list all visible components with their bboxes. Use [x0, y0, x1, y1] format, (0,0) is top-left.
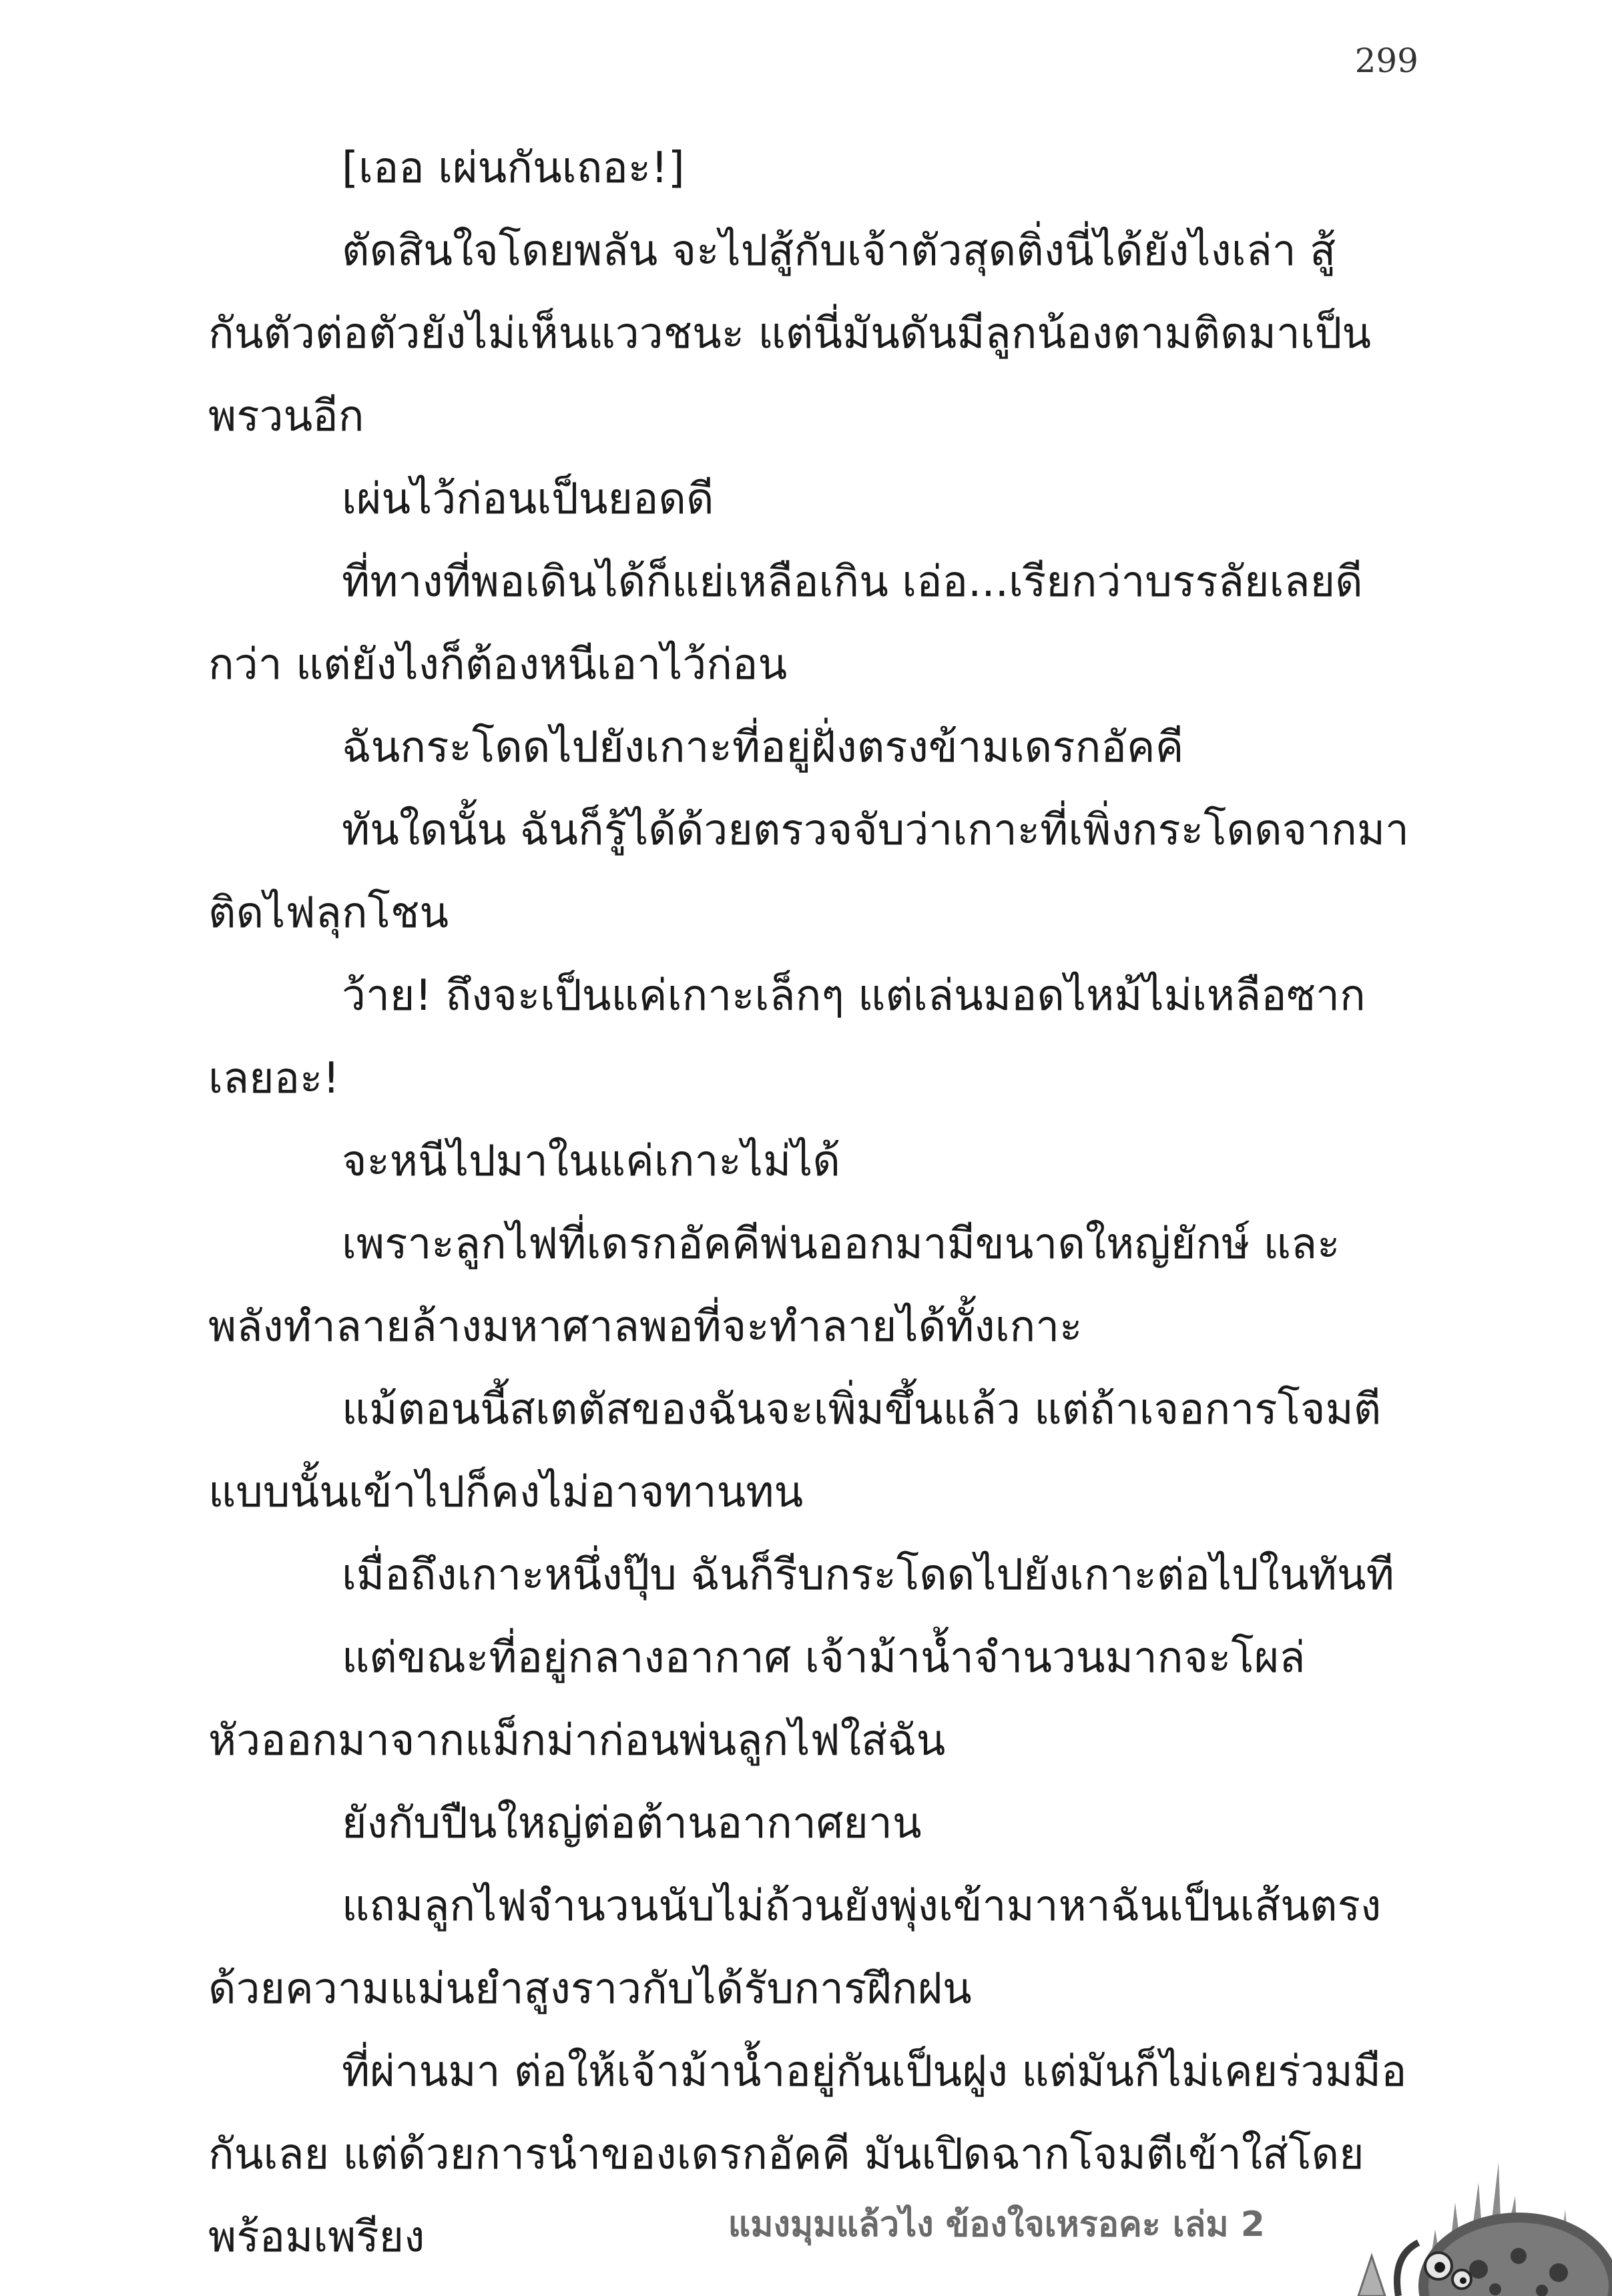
paragraph: ที่ทางที่พอเดินได้ก็แย่เหลือเกิน เอ่อ...เรียกว่าบรรลัยเลยดีกว่า แต่ยังไงก็ต้องหนีเอาไว้ก่อน	[208, 557, 1363, 689]
paragraph: ว้าย! ถึงจะเป็นแค่เกาะเล็กๆ แต่เล่นมอดไหม้ไม่เหลือซากเลยอะ!	[208, 971, 1366, 1103]
paragraph: เพราะลูกไฟที่เดรกอัคคีพ่นออกมามีขนาดใหญ่ยักษ์ และพลังทำลายล้างมหาศาลพอที่จะทำลายได้ทั้งเกาะ	[208, 1219, 1340, 1352]
paragraph: ตัดสินใจโดยพลัน จะไปสู้กับเจ้าตัวสุดติ่งนี่ได้ยังไงเล่า สู้กันตัวต่อตัวยังไม่เห็นแววชนะ แต่นี่มันดันมีลูกน้องตามติดมาเป็นพรวนอีก	[208, 226, 1372, 441]
paragraph: [เออ เผ่นกันเถอะ!]	[342, 144, 685, 193]
paragraph: แต่ขณะที่อยู่กลางอากาศ เจ้าม้าน้ำจำนวนมากจะโผล่หัวออกมาจากแม็กม่าก่อนพ่นลูกไฟใส่ฉัน	[208, 1633, 1306, 1765]
paragraph: ที่ผ่านมา ต่อให้เจ้าม้าน้ำอยู่กันเป็นฝูง แต่มันก็ไม่เคยร่วมมือกันเลย แต่ด้วยการนำของเดรกอัคคี มันเปิดฉากโจมตีเข้าใส่โดยพร้อมเพรียง	[208, 2047, 1407, 2262]
paragraph: ทันใดนั้น ฉันก็รู้ได้ด้วยตรวจจับว่าเกาะที่เพิ่งกระโดดจากมาติดไฟลุกโชน	[208, 806, 1409, 938]
footer-book-title: แมงมุมแล้วไง ข้องใจเหรอคะ เล่ม 2	[728, 2205, 1265, 2245]
spider-mascot-icon	[1318, 2122, 1612, 2296]
body-text	[208, 127, 1410, 2279]
paragraph: ฉันกระโดดไปยังเกาะที่อยู่ฝั่งตรงข้ามเดรกอัคคี	[342, 723, 1184, 772]
paragraph: เมื่อถึงเกาะหนึ่งปุ๊บ ฉันก็รีบกระโดดไปยังเกาะต่อไปในทันที	[342, 1550, 1394, 1600]
page-number: 299	[1354, 41, 1418, 80]
paragraph: จะหนีไปมาในแค่เกาะไม่ได้	[342, 1137, 840, 1186]
paragraph: เผ่นไว้ก่อนเป็นยอดดี	[342, 475, 714, 524]
paragraph: แถมลูกไฟจำนวนนับไม่ถ้วนยังพุ่งเข้ามาหาฉันเป็นเส้นตรงด้วยความแม่นยำสูงราวกับได้รับการฝึกฝน	[208, 1882, 1382, 2014]
paragraph: แม้ตอนนี้สเตตัสของฉันจะเพิ่มขึ้นแล้ว แต่ถ้าเจอการโจมตีแบบนั้นเข้าไปก็คงไม่อาจทานทน	[208, 1385, 1382, 1517]
paragraph: ยังกับปืนใหญ่ต่อต้านอากาศยาน	[342, 1799, 922, 1848]
